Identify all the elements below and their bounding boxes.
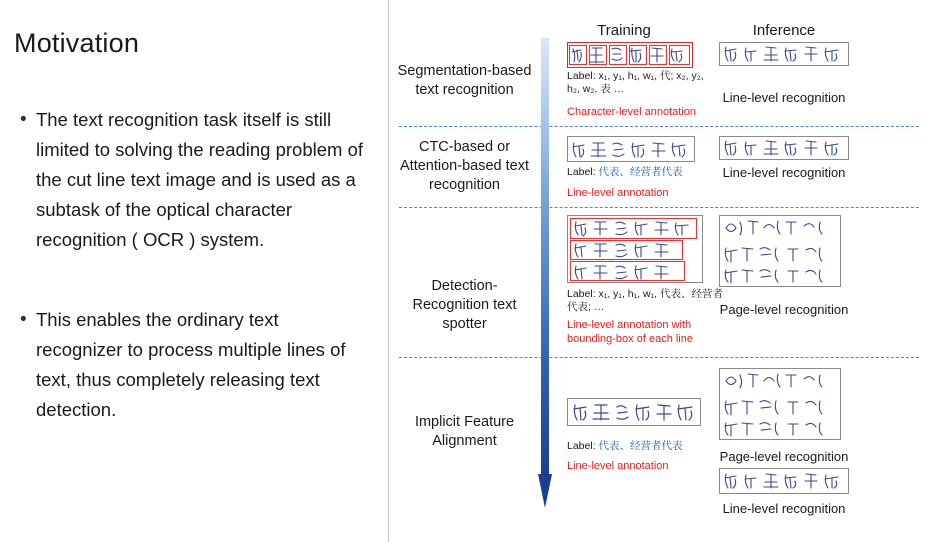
handwriting-sample-inference-row2 <box>719 136 849 160</box>
row-separator <box>399 126 919 127</box>
annotation-row1: Character-level annotation <box>567 106 697 118</box>
annotation-row3: Line-level annotation with bounding-box of each line <box>567 319 693 345</box>
annotation-row2: Line-level annotation <box>567 187 669 199</box>
slide-left-content <box>0 0 385 542</box>
row-separator <box>399 207 919 208</box>
method-name-row4: Implicit Feature Alignment <box>414 414 515 449</box>
bullet-text: The text recognition task itself is still limited to solving the reading problem of the cut line text image and is used as a subtask of the optical character recognition ( OCR ) system. <box>36 109 364 250</box>
handwriting-sample-inference-line-row4 <box>719 468 849 494</box>
bullet-item <box>18 305 368 425</box>
label-row2: Label: 代表、经营者代表 <box>567 166 683 178</box>
method-name-row1: Segmentation-based text recognition <box>397 63 532 98</box>
caption-inference-row3: Page-level recognition <box>719 302 849 317</box>
column-heading-training: Training <box>597 22 651 39</box>
downward-gradient-arrow <box>538 38 552 508</box>
method-name-row3: Detection- Recognition text spotter <box>412 278 517 332</box>
bullet-marker-icon: • <box>20 109 27 130</box>
handwriting-sample-training-row2 <box>567 136 695 162</box>
handwriting-sample-inference-page-row4 <box>719 368 841 440</box>
label-row1: Label: x₁, y₁, h₁, w₁, 代; x₂, y₂, h₂, w₂, 表 … <box>567 70 704 95</box>
page-title: Motivation <box>14 28 140 58</box>
caption-inference-row2: Line-level recognition <box>722 165 846 180</box>
bullet-item <box>18 105 368 255</box>
handwriting-sample-training-row4 <box>567 398 701 426</box>
annotation-row4: Line-level annotation <box>567 460 669 472</box>
caption-inference-line-row4: Line-level recognition <box>722 501 846 516</box>
pipeline-diagram <box>389 0 927 542</box>
handwriting-sample-training-row3 <box>567 215 703 283</box>
caption-inference-row1: Line-level recognition <box>722 90 846 105</box>
row-separator <box>399 357 919 358</box>
handwriting-sample-training-row1 <box>567 42 693 68</box>
bullet-marker-icon: • <box>20 309 27 330</box>
bullet-text: This enables the ordinary text recognizer to process multiple lines of text, thus completely releasing text detection. <box>36 309 346 420</box>
caption-inference-page-row4: Page-level recognition <box>719 449 849 464</box>
column-heading-inference: Inference <box>752 22 816 39</box>
method-name-row2: CTC-based or Attention-based text recognition <box>400 139 529 193</box>
handwriting-sample-inference-row3 <box>719 215 841 287</box>
handwriting-sample-inference-row1 <box>719 42 849 66</box>
label-row3: Label: x₁, y₁, h₁, w₁, 代表、经营者代表; … <box>567 288 723 313</box>
label-row4: Label: 代表、经营者代表 <box>567 440 683 452</box>
